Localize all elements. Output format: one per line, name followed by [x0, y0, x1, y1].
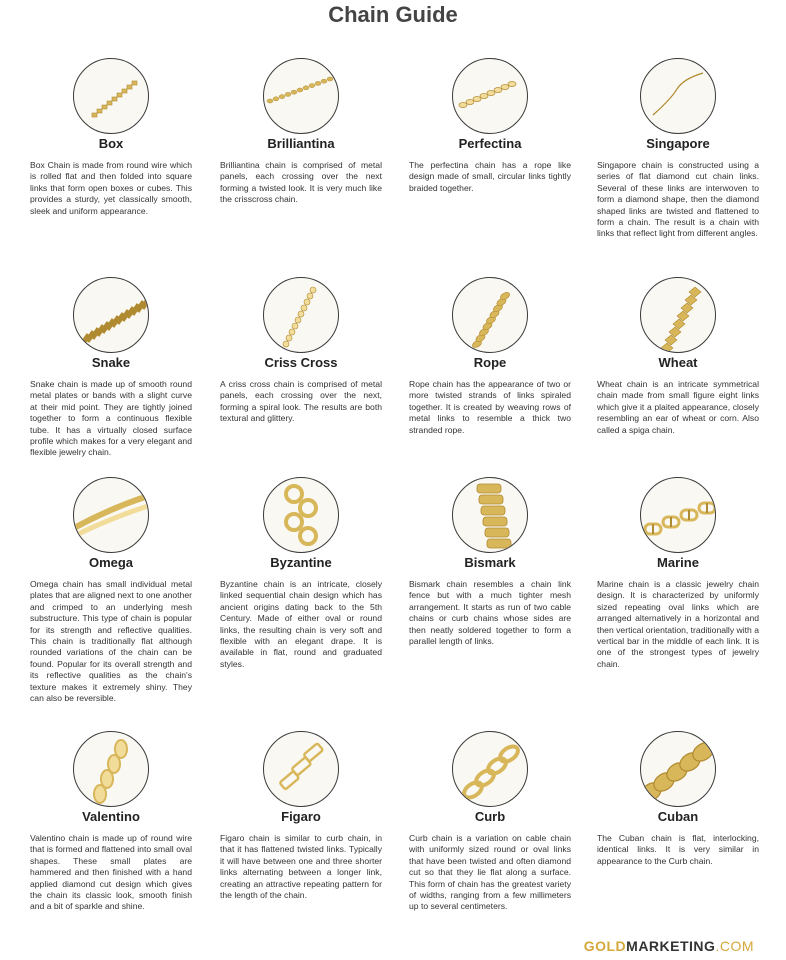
chain-name: Cuban: [657, 809, 699, 824]
byzantine-chain-icon: [263, 477, 339, 553]
brand-suffix: .COM: [715, 938, 754, 954]
perfectina-chain-icon: [452, 58, 528, 134]
chain-name: Rope: [473, 355, 507, 370]
marine-chain-icon: [640, 477, 716, 553]
chain-description: Curb chain is a variation on cable chain with uniformly sized round or oval links that have been twisted and often diamond cut so that they lie flat along a surface. This form of chain has the greatest variety of widths, ranging from a few millimeters up to several centimeters.: [409, 833, 571, 912]
brand-dark: MARKETING: [626, 938, 716, 954]
chain-description: Figaro chain is similar to curb chain, in that it has flattened twisted links. Typically it will have between one and three shorter links alternating between a longer link, creating an attractive repeating pattern for the length of the chain.: [220, 833, 382, 901]
chain-description: Snake chain is made up of smooth round metal plates or bands with a slight curve at their mid point. They are tightly joined together to form a continuous flexible tube. It has a virtually closed surface profile which makes for a very elegant and flexible jewelry chain.: [30, 379, 192, 458]
snake-chain-icon: [73, 277, 149, 353]
chain-name: Perfectina: [458, 136, 522, 151]
chain-description: A criss cross chain is comprised of metal panels, each crossing over the next, forming a spiral look. The results are both textural and glittery.: [220, 379, 382, 424]
chain-description: Rope chain has the appearance of two or more twisted strands of links spiraled together. It is created by weaving rows of metal links to resemble a thick two stranded rope.: [409, 379, 571, 435]
chain-name: Omega: [88, 555, 134, 570]
chain-name: Box: [98, 136, 124, 151]
bismark-chain-icon: [452, 477, 528, 553]
chain-name: Criss Cross: [264, 355, 338, 370]
chain-name: Marine: [657, 555, 699, 570]
chain-name: Wheat: [658, 355, 698, 370]
cuban-chain-icon: [640, 731, 716, 807]
figaro-chain-icon: [263, 731, 339, 807]
chain-description: Marine chain is a classic jewelry chain design. It is characterized by uniformly sized repeating oval links which are arranged alternatively in a horizontal and then vertical orientation, traditionally with a vertical bar in the middle of each link. It is one of the strongest types of jewelry chain.: [597, 579, 759, 669]
singapore-chain-icon: [640, 58, 716, 134]
chain-name: Singapore: [646, 136, 710, 151]
chain-description: Singapore chain is constructed using a series of flat diamond cut chain links. Several of these links are interwoven to form a diamond shape, then the diamond shaped links are twisted and flattened to form a chain. The result is a chain with links that reflect light from different angles.: [597, 160, 759, 239]
page-title: Chain Guide: [328, 2, 458, 27]
chain-name: Valentino: [82, 809, 140, 824]
chain-name: Curb: [474, 809, 506, 824]
brand-footer: [584, 938, 754, 954]
chain-description: Valentino chain is made up of round wire that is formed and flattened into small oval shapes. These small plates are hammered and then finished with a hand applied diamond cut design which gives the chain its classic look, smooth finish and a bit of sparkle and shine.: [30, 833, 192, 912]
chain-description: Omega chain has small individual metal plates that are aligned next to one another and crimped to an underlying mesh substructure. This type of chain is popular for its strength and reflective qualities. This chain is traditionally flat although rounded variations of the chain can be found. Popular for its overall strength and its reflective qualities as the chain's texture makes it extremely shiny. They can also be reversible.: [30, 579, 192, 704]
box-chain-icon: [73, 58, 149, 134]
rope-chain-icon: [452, 277, 528, 353]
criss-cross-chain-icon: [263, 277, 339, 353]
chain-name: Snake: [91, 355, 131, 370]
chain-description: Wheat chain is an intricate symmetrical chain made from small figure eight links which give it a plaited appearance, closely resembling an ear of wheat or corn. Also called a spiga chain.: [597, 379, 759, 435]
chain-name: Bismark: [464, 555, 516, 570]
omega-chain-icon: [73, 477, 149, 553]
chain-description: Byzantine chain is an intricate, closely linked sequential chain design which has ancient origins dating back to the 5th Century. Made of either oval or round links, the resulting chain is very soft and flexible with an elegant drape. It is available in flat, round and graduated styles.: [220, 579, 382, 669]
chain-description: The perfectina chain has a rope like design made of small, circular links tightly braided together.: [409, 160, 571, 193]
chain-name: Byzantine: [270, 555, 332, 570]
valentino-chain-icon: [73, 731, 149, 807]
chain-description: Box Chain is made from round wire which is rolled flat and then folded into square links that form open boxes or cubes. This provides a sturdy, yet classically smooth, sleek and uniform appearance.: [30, 160, 192, 216]
chain-name: Figaro: [281, 809, 321, 824]
chain-name: Brilliantina: [267, 136, 335, 151]
chain-description: Brilliantina chain is comprised of metal panels, each crossing over the next forming a twisted look. It is very much like the crisscross chain.: [220, 160, 382, 205]
chain-description: Bismark chain resembles a chain link fence but with a much tighter mesh arrangement. It starts as run of two cable chains or curb chains whose sides are then neatly soldered together to form a parallel length of links.: [409, 579, 571, 647]
wheat-chain-icon: [640, 277, 716, 353]
brand-gold: GOLD: [583, 938, 627, 954]
curb-chain-icon: [452, 731, 528, 807]
brilliantina-chain-icon: [263, 58, 339, 134]
chain-description: The Cuban chain is flat, interlocking, identical links. It is very similar in appearance to the Curb chain.: [597, 833, 759, 866]
